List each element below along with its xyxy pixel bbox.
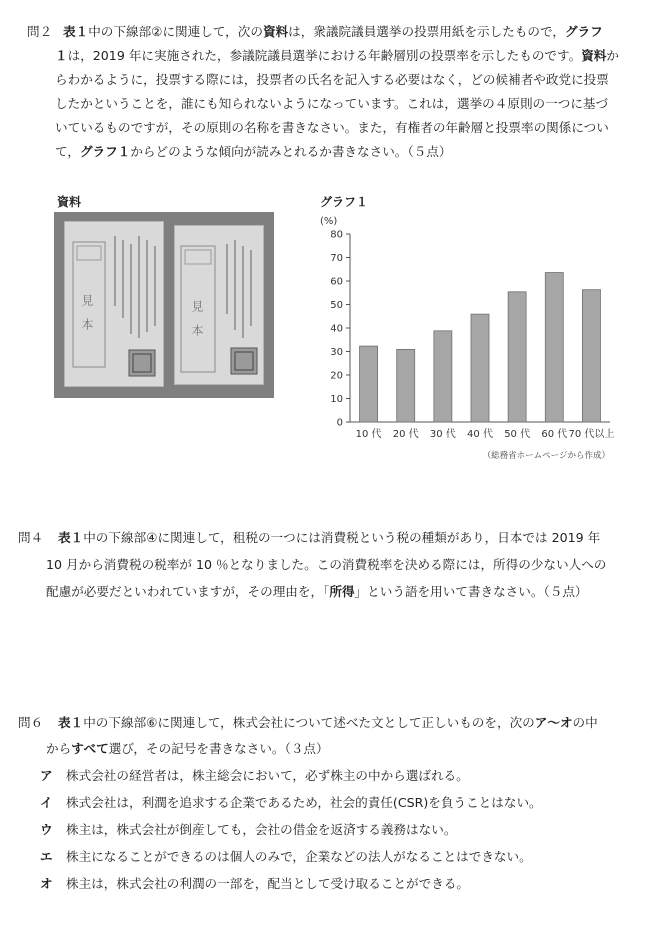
question-4-text: 表１中の下線部④に関連して，租税の一つには消費税という税の種類があり，日本では 2019 年 10 月から消費税の税率が 10 ％となりました。この消費税率を決める際には，所得の少ない人への 配慮が必要だといわれていますが，その理由を，「所得」という語を用いて書きなさい。（５点） bbox=[46, 530, 607, 599]
option-a: ア 株式会社の経営者は，株主総会において，必ず株主の中から選ばれる。 bbox=[40, 768, 469, 783]
bar bbox=[360, 346, 378, 422]
y-tick-label: 40 bbox=[330, 323, 343, 335]
ballot-photo bbox=[54, 212, 274, 398]
x-tick-label: 20 代 bbox=[392, 429, 419, 440]
y-tick-label: 70 bbox=[330, 253, 343, 264]
question-4 bbox=[18, 524, 658, 604]
y-tick-label: 20 bbox=[330, 370, 343, 382]
ballot-left-sample-text: 見 本 bbox=[80, 294, 94, 330]
y-tick-label: 50 bbox=[330, 300, 343, 311]
x-tick-label: 30 代 bbox=[429, 429, 456, 440]
x-tick-label: 10 代 bbox=[355, 429, 382, 440]
option-o: オ 株主は，株式会社の利潤の一部を，配当として受け取ることができる。 bbox=[40, 876, 469, 891]
y-tick-label: 60 bbox=[330, 276, 343, 288]
question-4-number: 問４ bbox=[18, 530, 44, 545]
question-2-text: 表１中の下線部②に関連して，次の資料は，衆議院議員選挙の投票用紙を示したもので，グラフ １は，2019 年に実施された，参議院議員選挙における年齢層別の投票率を示したものです。資料か らわかるように，投票する際には，投票者の氏名を記入する必要はなく，どの候補者や政党に投票 したかということを，誰にも知られないようになっています。これは，選挙の４原則の一つに基づ いているものですが，その原則の名称を書きなさい。また，有権者の年齢層と投票率の関係につい て，グラフ１からどのような傾向が読みとれるか書きなさい。（５点） bbox=[55, 24, 619, 159]
question-2 bbox=[27, 20, 657, 180]
question-6-number: 問６ bbox=[18, 715, 44, 730]
x-tick-label: 50 代 bbox=[504, 429, 531, 440]
option-i: イ 株式会社は，利潤を追求する企業であるため，社会的責任(CSR)を負うことはない。 bbox=[40, 795, 542, 810]
bar bbox=[434, 331, 452, 422]
question-6-text: 表１中の下線部⑥に関連して，株式会社について述べた文として正しいものを，次のア～オの中 からすべて選び，その記号を書きなさい。（３点） bbox=[46, 715, 598, 756]
y-tick-label: 30 bbox=[330, 347, 343, 358]
ballot-right-sample-text: 見 本 bbox=[190, 300, 204, 336]
y-axis-unit: (%) bbox=[320, 216, 338, 227]
ref-table-1: 表１ bbox=[63, 24, 89, 39]
bar bbox=[471, 314, 489, 422]
chart-source: （総務省ホームページから作成） bbox=[482, 451, 610, 461]
x-tick-label: 60 代 bbox=[541, 429, 568, 440]
x-tick-label: 40 代 bbox=[467, 429, 493, 440]
option-e: エ 株主になることができるのは個人のみで，企業などの法人がなることはできない。 bbox=[40, 849, 532, 864]
x-tick-label: 70 代以上 bbox=[568, 429, 615, 440]
bar bbox=[508, 292, 526, 422]
y-tick-label: 80 bbox=[330, 229, 343, 241]
ballot-left bbox=[64, 221, 164, 387]
material-label: 資料 bbox=[57, 195, 82, 209]
bar bbox=[545, 273, 563, 422]
ballot-right bbox=[174, 225, 264, 385]
y-tick-label: 0 bbox=[336, 417, 343, 429]
bar bbox=[582, 290, 600, 422]
graph-label: グラフ１ bbox=[320, 195, 369, 209]
y-tick-label: 10 bbox=[330, 394, 343, 405]
bar bbox=[397, 349, 415, 422]
question-2-number: 問２ bbox=[27, 24, 53, 39]
voter-turnout-chart bbox=[310, 208, 630, 468]
option-u: ウ 株主は，株式会社が倒産しても，会社の借金を返済する義務はない。 bbox=[40, 822, 457, 837]
question-6 bbox=[18, 710, 658, 770]
